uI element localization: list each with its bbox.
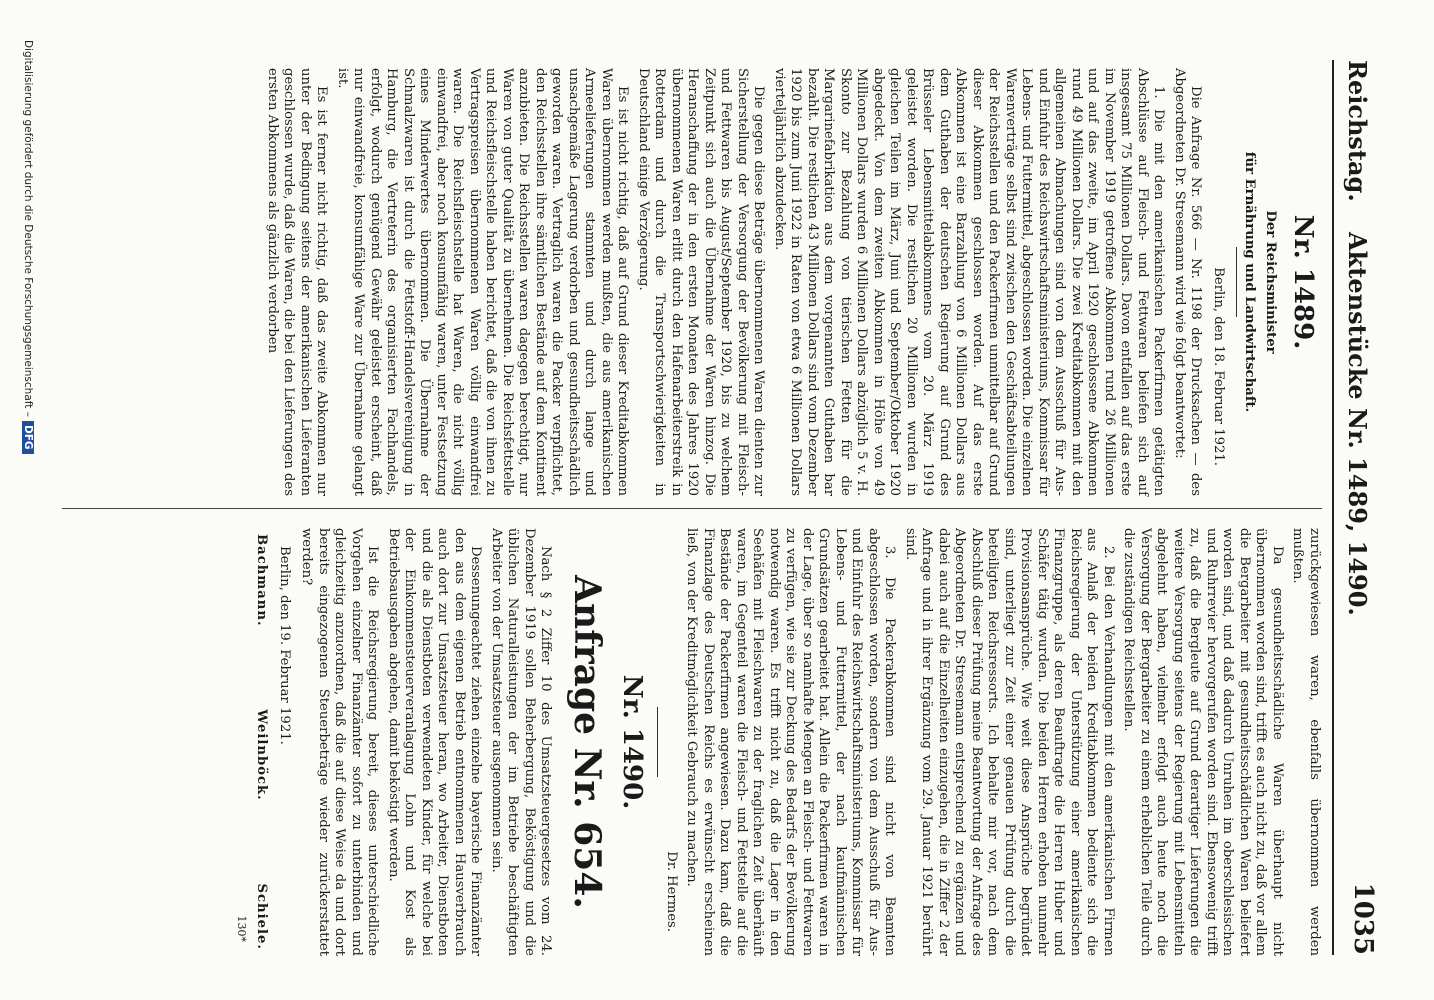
paragraph-second-agreement: Es ist ferner nicht richtig, daß das zweite Abkommen nur unter der Bedingung seitens der amerikanischen Lieferanten geschlossen wurde, daß die Waren, die bei den Lieferungen des ersten Abkommens als gänzlich verdorben: [265, 68, 330, 496]
column-divider: [62, 508, 1322, 509]
paragraph-intro: Die Anfrage Nr. 566 — Nr. 1198 der Drucksachen — des Abgeordneten Dr. Stresemann wird wie folgt beantwortet:: [1172, 68, 1204, 496]
signatures: [253, 534, 270, 950]
paragraph-answer-3: 3. Die Packerabkommen sind nicht von Beamten abgeschlossen worden, sondern von dem Ausschuß für Aus- und Einfuhr des Reichswirtschaftsministeriums, Kommissar für Lebens- und Futtermittel, der nach kaufmännischen Grundsätzen gearbeitet hat. Allein die Packerfirmen waren in der Lage, über so namhafte Mengen an Fleisch- und Fettwaren zu verfügen, wie sie zur Deckung des Bedarfs der Bevölkerung notwendig waren. Es trifft nicht zu, daß die Lager in den Seehäfen mit Fleischwaren zu der fraglichen Zeit überhäuft waren, im Gegenteil waren die Fleisch- und Fettstelle auf die Bestände der Packerfirmen angewiesen. Dazu kam, daß die Finanzlage des Deutschen Reichs es erwünscht erscheinen ließ, von der Kreditmöglichkeit Gebrauch zu machen.: [684, 528, 898, 956]
paragraph-question: Ist die Reichsregierung bereit, dieses unterschiedliche Vorgehen einzelner Finanzämter sofort zu unterbinden und gleichzeitig anzuordnen, daß die auf diese Weise da und dort bereits eingezogenen Steuerbeträge wieder zurückerstattet werden?: [299, 528, 381, 956]
page-number: 1035: [1348, 882, 1378, 955]
signature-weilnboeck: Weilnböck.: [254, 709, 270, 801]
sender-line-2: für Ernährung und Landwirtschaft.: [1242, 151, 1258, 413]
letter-date: Berlin, den 18. Februar 1921.: [1211, 267, 1226, 466]
paragraph-quality: Es ist nicht richtig, daß auf Grund dieser Kreditabkommen Waren übernommen werden mußten, die aus amerikanischen Armeelieferungen stammten und durch lange und unsachgemäße Lagerung verdorben und gesundheitsschädlich geworden waren. Vertraglich waren die Packer verpflichtet, den Reichsstellen ihre sämtlichen Bestände auf dem Kontinent anzubieten. Die Reichsstellen waren dagegen berechtigt, nur Waren von guter Qualität zu übernehmen. Die Reichsfettstelle und Reichsfleischstelle haben berichtet, daß die von ihnen zu Vertragspreisen übernommenen Waren völlig einwandfrei waren. Die Reichsfleischstelle hat Waren, die nicht völlig einwandfrei, aber noch konsumfähig waren, unter Festsetzung eines Minderwertes übernommen. Die Übernahme der Schmalzwaren ist durch die Fettstoff-Handelsvereinigung in Hamburg, die Vertreterin des organisierten Fachhandels, erfolgt, wodurch genügend Gewähr geleistet erscheint, daß nur einwandfreie, konsumfähige Ware zur Übernahme gelangt ist.: [335, 68, 631, 496]
paragraph-tax-offices: Dessenungeachtet ziehen einzelne bayerische Finanzämter den aus dem eigenen Betrieb entnommenen Hausverbrauch auch dort zur Umsatzsteuer heran, wo Arbeiter, Dienstboten und die als Dienstboten verwendeten Kinder, für welche bei der Einkommensteuerveranlagung Lohn und Kost als Betriebsausgaben abgehen, damit beköstigt werden.: [386, 528, 484, 956]
header-rule: [1332, 60, 1334, 955]
section-number-1490: Nr. 1490.: [617, 674, 648, 810]
running-head: [1338, 60, 1378, 955]
running-head-aktenstuecke: Aktenstücke Nr. 1489, 1490.: [1343, 232, 1372, 616]
section-rule: [658, 707, 659, 777]
sender-line-1: Der Reichsminister: [1263, 210, 1278, 354]
signature-schiele: Schiele.: [254, 883, 270, 950]
digitization-text: Digitalisierung gefördert durch die Deutsche Forschungsgemeinschaft –: [22, 40, 34, 417]
anfrage-title: Anfrage Nr. 654.: [566, 575, 609, 909]
sheet-signature-number: 130*: [235, 915, 248, 942]
anfrage-date: Berlin, den 19. Februar 1921.: [277, 546, 292, 745]
signature-bachmann: Bachmann.: [254, 534, 270, 627]
paragraph-answer-1: 1. Die mit den amerikanischen Packerfirmen getätigten Abschlüsse auf Fleisch- und Fettwaren beliefen sich auf insgesamt 75 Millionen Dollars. Davon entfallen auf das erste im November 1919 getroffene Abkommen rund 26 Millionen und auf das zweite, im April 1920 geschlossene Abkommen rund 49 Millionen Dollars. Die zwei Kreditabkommen mit den allgemeinen Abmachungen sind von dem Ausschuß für Aus- und Einfuhr des Reichswirtschaftsministeriums, Kommissar für Lebens- und Futtermittel, abgeschlossen worden. Die einzelnen Warenverträge selbst sind zwischen den Geschäftsabteilungen der Reichsstellen und den Packerfirmen unmittelbar auf Grund dieser Abkommen geschlossen worden. Auf das erste Abkommen ist eine Barzahlung von 6 Millionen Dollars aus dem Guthaben der deutschen Regierung auf Grund des Brüsseler Lebensmittelabkommens vom 20. März 1919 geleistet worden. Die restlichen 20 Millionen wurden in gleichen Teilen im März, Juni und September/Oktober 1920 abgedeckt. Von dem zweiten Abkommen in Höhe von 49 Millionen Dollars wurden 6 Millionen Dollars abzüglich 5 v. H. Skonto zur Bezahlung von tierischen Fetten für die Margarinefabrikation aus dem vorgenannten Guthaben bar bezahlt. Die restlichen 43 Millionen Dollars sind vom Dezember 1920 bis zum Juni 1922 in Raten von etwa 6 Millionen Dollars vierteljährlich abzudecken.: [772, 68, 1167, 496]
running-head-reichstag: Reichstag.: [1343, 60, 1372, 202]
signature-hermes: Dr. Hermes.: [664, 851, 679, 932]
paragraph-supply: Die gegen diese Beträge übernommenen Waren dienten zur Sicherstellung der Versorgung der Bevölkerung mit Fleisch- und Fettwaren bis August/September 1920, bis zu welchem Zeitpunkt sich auch die Übernahme der Waren hinzog. Die Heranschaffung der in den ersten Monaten des Jahres 1920 übernommenen Waren erlitt durch den Hafenarbeiterstreik in Rotterdam und durch die Transportschwierigkeiten in Deutschland einige Verzögerung.: [636, 68, 767, 496]
short-rule: [1236, 247, 1237, 317]
left-column: [260, 68, 1323, 496]
right-column: [233, 528, 1323, 956]
paragraph-continuation: zurückgewiesen waren, ebenfalls übernommen werden mußten.: [1290, 528, 1322, 956]
paragraph-answer-2: 2. Bei den Verhandlungen mit den amerikanischen Firmen aus Anlaß der beiden Kreditabkommen bediente sich die Reichsregierung der Unterstützung einer amerikanischen Finanzgruppe, als deren Beauftragte die Herren Huber und Schäfer tätig wurden. Die beiden Herren erhoben nunmehr Provisionsansprüche. Wie weit diese Ansprüche begründet sind, unterliegt zur Zeit einer genauen Prüfung durch die beteiligten Reichsressorts. Ich behalte mir vor, nach dem Abschluß dieser Prüfung meine Beantwortung der Anfrage des Abgeordneten Dr. Stresemann entsprechend zu ergänzen und dabei auch auf die Einzelheiten einzugehen, die in Ziffer 2 der Anfrage und in ihrer Ergänzung vom 29. Januar 1921 berührt sind.: [903, 528, 1116, 956]
dfg-logo: DFG: [22, 421, 34, 454]
paragraph-tax-law: Nach § 2 Ziffer 10 des Umsatzsteuergesetzes vom 24. Dezember 1919 sollen Beherbergung, Beköstigung und die üblichen Naturalleistungen der im Betriebe beschäftigten Arbeiter von der Umsatzsteuer ausgenommen sein.: [489, 528, 554, 956]
paragraph-miners: Da gesundheitsschädliche Waren überhaupt nicht übernommen worden sind, trifft es auch nicht zu, daß vor allem die Bergarbeiter mit gesundheitsschädlichen Waren beliefert worden sind, und daß dadurch Unruhen im oberschlesischen und Ruhrrevier hervorgerufen worden sind. Ebensowenig trifft zu, daß die Bergleute auf Grund derartiger Lieferungen die weitere Versorgung seitens der Regierung mit Lebensmitteln abgelehnt haben, vielmehr erfolgt auch heute noch die Versorgung der Bergarbeiter zu einem erheblichen Teile durch die zuständigen Reichsstellen.: [1121, 528, 1285, 956]
digitization-note: [22, 40, 34, 454]
running-head-title: [1343, 60, 1372, 638]
section-number-1489: Nr. 1489.: [1288, 214, 1318, 350]
